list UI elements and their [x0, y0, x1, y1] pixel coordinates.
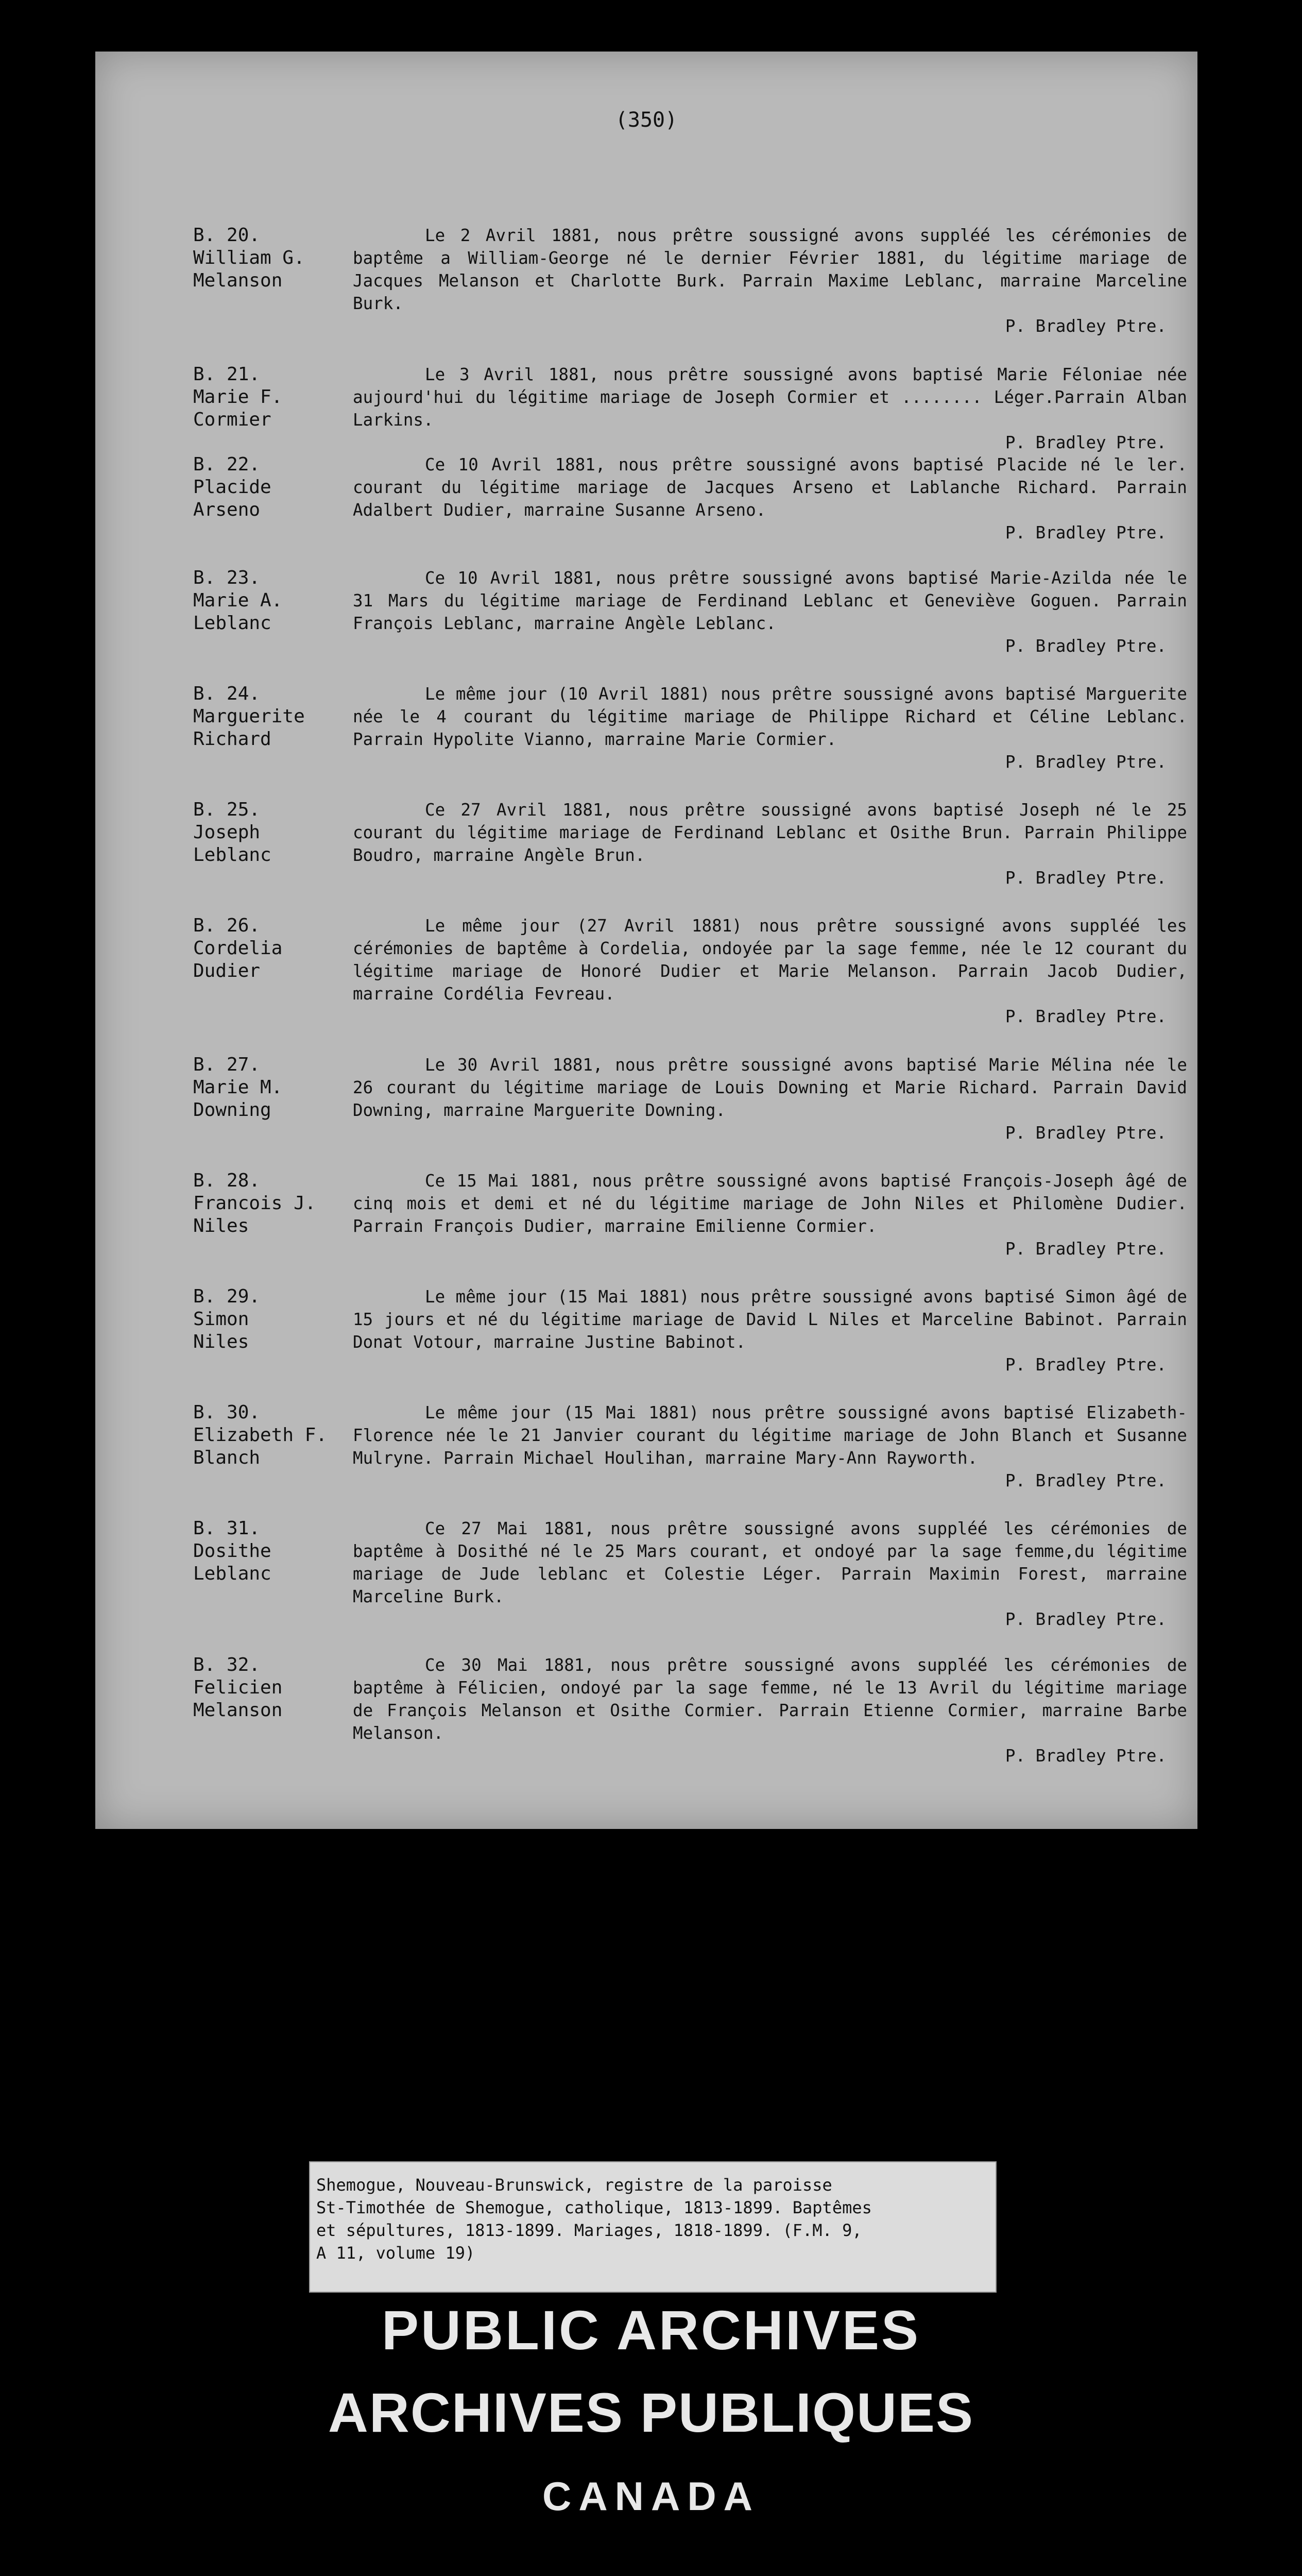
- entry-margin: [193, 1517, 312, 1585]
- entry-text: Le 30 Avril 1881, nous prêtre soussigné avons baptisé Marie Mélina née le 26 courant du légitime mariage de Louis Downing et Marie Richard. Parrain David Downing, marraine Marguerite Downing.: [353, 1055, 1187, 1120]
- microfilm-label-line: St-Timothée de Shemogue, catholique, 1813-1899. Baptêmes: [316, 2198, 872, 2217]
- entry-record: [353, 1401, 1187, 1492]
- entry-name: Dosithe: [193, 1540, 271, 1562]
- entry-signature: P. Bradley Ptre.: [1005, 1609, 1167, 1629]
- entry-margin: [193, 363, 312, 431]
- archives-title-english: PUBLIC ARCHIVES: [381, 2299, 921, 2361]
- entry-name: Cormier: [193, 409, 271, 430]
- microfilm-label-line: A 11, volume 19): [316, 2243, 475, 2263]
- entry-margin: [193, 224, 312, 292]
- entry-signature: P. Bradley Ptre.: [1005, 1123, 1167, 1143]
- microfilm-label: [309, 2161, 997, 2293]
- entry-number: B. 21.: [193, 364, 261, 385]
- microfilm-label-line: Shemogue, Nouveau-Brunswick, registre de la paroisse: [316, 2175, 832, 2195]
- entry-signature: P. Bradley Ptre.: [1005, 752, 1167, 772]
- register-page: [95, 52, 1197, 1829]
- entry-record: [353, 453, 1187, 544]
- entry-margin: [193, 1401, 328, 1469]
- entry-number: B. 29.: [193, 1286, 261, 1307]
- entry-record: [353, 567, 1187, 657]
- entry-signature: P. Bradley Ptre.: [1005, 1746, 1167, 1766]
- entry-number: B. 23.: [193, 567, 261, 588]
- entry-name: Richard: [193, 728, 271, 750]
- entry-record: [353, 1170, 1187, 1260]
- entry-text: Le même jour (15 Mai 1881) nous prêtre soussigné avons baptisé Simon âgé de 15 jours et né du légitime mariage de David L Niles et Marceline Babinot. Parrain Donat Votour, marraine Justine Babinot.: [353, 1287, 1187, 1352]
- entry-margin: [193, 799, 312, 867]
- entry-text: Ce 10 Avril 1881, nous prêtre soussigné avons baptisé Marie-Azilda née le 31 Mars du légitime mariage de Ferdinand Leblanc et Geneviève Goguen. Parrain François Leblanc, marraine Angèle Leblanc.: [353, 568, 1187, 633]
- entry-number: B. 20.: [193, 225, 261, 246]
- entry-name: Leblanc: [193, 1563, 271, 1584]
- entry-record: [353, 914, 1187, 1028]
- entry-name: Joseph: [193, 822, 261, 843]
- page-number: (350): [615, 108, 678, 132]
- entry-name: Francois J.: [193, 1193, 316, 1214]
- entry-signature: P. Bradley Ptre.: [1005, 868, 1167, 888]
- entry-margin: [193, 1654, 312, 1722]
- entry-record: [353, 224, 1187, 337]
- entry-record: [353, 1285, 1187, 1376]
- entry-text: Le même jour (10 Avril 1881) nous prêtre soussigné avons baptisé Marguerite née le 4 courant du légitime mariage de Philippe Richard et Céline Leblanc. Parrain Hypolite Vianno, marraine Marie Cormier.: [353, 684, 1187, 749]
- entry-text: Ce 10 Avril 1881, nous prêtre soussigné avons baptisé Placide né le ler. courant du légitime mariage de Jacques Arseno et Lablanche Richard. Parrain Adalbert Dudier, marraine Susanne Arseno.: [353, 455, 1187, 520]
- archives-country: CANADA: [542, 2473, 760, 2519]
- entry-record: [353, 1654, 1187, 1767]
- entry-text: Ce 15 Mai 1881, nous prêtre soussigné avons baptisé François-Joseph âgé de cinq mois et demi et né du légitime mariage de John Niles et Philomène Dudier. Parrain François Dudier, marraine Emilienne Cormier.: [353, 1171, 1187, 1236]
- entry-text: Le 3 Avril 1881, nous prêtre soussigné avons baptisé Marie Féloniae née aujourd'hui du légitime mariage de Joseph Cormier et ........ Léger.Parrain Alban Larkins.: [353, 365, 1187, 430]
- entry-name: Arseno: [193, 499, 261, 520]
- entry-number: B. 31.: [193, 1518, 261, 1539]
- entry-name: Dudier: [193, 960, 261, 981]
- entry-name: Niles: [193, 1331, 249, 1352]
- entry-name: Felicien: [193, 1677, 283, 1698]
- entry-text: Ce 30 Mai 1881, nous prêtre soussigné avons suppléé les cérémonies de baptême à Félicien, ondoyé par la sage femme, né le 13 Avril du légitime mariage de François Melanson et Osithe Cormier. Parrain Etienne Cormier, marraine Barbe Melanson.: [353, 1655, 1187, 1743]
- entry-name: Simon: [193, 1309, 249, 1330]
- entry-text: Le même jour (15 Mai 1881) nous prêtre soussigné avons baptisé Elizabeth-Florence née le 21 Janvier courant du légitime mariage de John Blanch et Susanne Mulryne. Parrain Michael Houlihan, marraine Mary-Ann Rayworth.: [353, 1403, 1187, 1468]
- entry-number: B. 27.: [193, 1054, 261, 1075]
- archives-title-french: ARCHIVES PUBLIQUES: [328, 2381, 974, 2444]
- entry-signature: P. Bradley Ptre.: [1005, 1471, 1167, 1490]
- entry-signature: P. Bradley Ptre.: [1005, 1239, 1167, 1259]
- entry-name: Marguerite: [193, 706, 305, 727]
- entry-record: [353, 363, 1187, 454]
- entry-number: B. 32.: [193, 1654, 261, 1675]
- entry-signature: P. Bradley Ptre.: [1005, 433, 1167, 452]
- entry-record: [353, 1054, 1187, 1144]
- entry-name: Marie M.: [193, 1077, 283, 1098]
- entry-margin: [193, 453, 312, 521]
- entry-name: Leblanc: [193, 613, 271, 634]
- entry-number: B. 22.: [193, 454, 261, 475]
- entry-name: Niles: [193, 1215, 249, 1236]
- entry-name: Melanson: [193, 1700, 283, 1721]
- entry-name: Melanson: [193, 270, 283, 291]
- entry-record: [353, 799, 1187, 889]
- entry-margin: [193, 1054, 312, 1122]
- entry-number: B. 25.: [193, 799, 261, 820]
- entry-number: B. 24.: [193, 683, 261, 704]
- entry-number: B. 30.: [193, 1402, 261, 1423]
- entry-text: Ce 27 Avril 1881, nous prêtre soussigné avons baptisé Joseph né le 25 courant du légitime mariage de Ferdinand Leblanc et Osithe Brun. Parrain Philippe Boudro, marraine Angèle Brun.: [353, 800, 1187, 865]
- entry-name: Blanch: [193, 1447, 261, 1468]
- entry-signature: P. Bradley Ptre.: [1005, 523, 1167, 543]
- entry-signature: P. Bradley Ptre.: [1005, 316, 1167, 336]
- entry-margin: [193, 1285, 312, 1353]
- entry-margin: [193, 1170, 316, 1238]
- entry-name: Downing: [193, 1099, 271, 1121]
- entry-margin: [193, 567, 312, 635]
- entry-signature: P. Bradley Ptre.: [1005, 1007, 1167, 1026]
- entry-margin: [193, 914, 312, 982]
- entry-text: Le même jour (27 Avril 1881) nous prêtre soussigné avons suppléé les cérémonies de baptême à Cordelia, ondoyée par la sage femme, née le 12 courant du légitime mariage de Honoré Dudier et Marie Melanson. Parrain Jacob Dudier, marraine Cordélia Fevreau.: [353, 916, 1187, 1004]
- entry-record: [353, 683, 1187, 773]
- entry-signature: P. Bradley Ptre.: [1005, 1355, 1167, 1375]
- entry-name: Leblanc: [193, 844, 271, 866]
- entry-record: [353, 1517, 1187, 1631]
- entry-name: Marie F.: [193, 386, 283, 408]
- entry-margin: [193, 683, 312, 751]
- entry-name: Elizabeth F.: [193, 1425, 328, 1446]
- entry-signature: P. Bradley Ptre.: [1005, 636, 1167, 656]
- entry-text: Le 2 Avril 1881, nous prêtre soussigné avons suppléé les cérémonies de baptême a William-George né le dernier Février 1881, du légitime mariage de Jacques Melanson et Charlotte Burk. Parrain Maxime Leblanc, marraine Marceline Burk.: [353, 226, 1187, 313]
- entry-name: Cordelia: [193, 938, 283, 959]
- entry-number: B. 26.: [193, 915, 261, 936]
- microfilm-label-line: et sépultures, 1813-1899. Mariages, 1818-1899. (F.M. 9,: [316, 2221, 862, 2240]
- entry-name: Marie A.: [193, 590, 283, 611]
- entry-text: Ce 27 Mai 1881, nous prêtre soussigné avons suppléé les cérémonies de baptême à Dosithé né le 25 Mars courant, et ondoyé par la sage femme,du légitime mariage de Jude leblanc et Colestie Léger. Parrain Maximin Forest, marraine Marceline Burk.: [353, 1519, 1187, 1606]
- entry-name: William G.: [193, 247, 305, 268]
- entry-name: Placide: [193, 477, 271, 498]
- entry-number: B. 28.: [193, 1170, 261, 1191]
